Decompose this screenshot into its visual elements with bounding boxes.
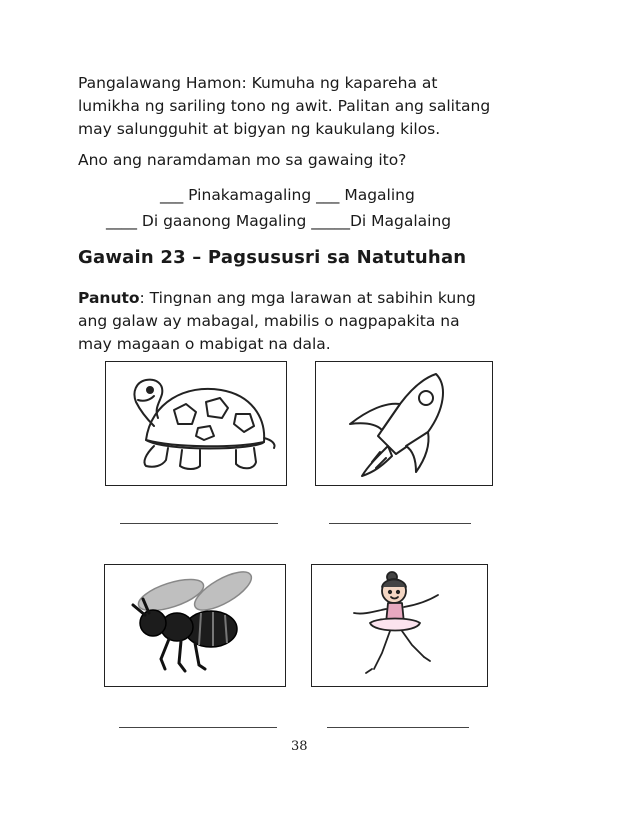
answer-blank-bee[interactable]: [119, 727, 277, 728]
activity-title: Gawain 23 – Pagsususri sa Natutuhan: [78, 247, 467, 268]
instruction-line-3: may magaan o mabigat na dala.: [78, 335, 331, 353]
page-number: 38: [291, 739, 308, 754]
instruction-line-1: [78, 287, 476, 309]
choice-row-2: ____ Di gaanong Magaling _____Di Magalaing: [106, 212, 452, 230]
intro-line-2: lumikha ng sariling tono ng awit. Palitan ang salitang: [78, 97, 491, 115]
answer-blank-ballerina[interactable]: [327, 727, 469, 728]
ballerina-icon: [312, 565, 486, 685]
bee-image-frame: [104, 564, 286, 687]
intro-line-3: may salungguhit at bigyan ng kaukulang kilos.: [78, 120, 441, 138]
rocket-image-frame: [315, 361, 493, 486]
choice-row-1: ___ Pinakamagaling ___ Magaling: [160, 186, 415, 204]
ballerina-image-frame: [311, 564, 488, 687]
rocket-icon: [316, 362, 491, 484]
turtle-image-frame: [105, 361, 287, 486]
feeling-question: Ano ang naramdaman mo sa gawaing ito?: [78, 151, 407, 169]
instruction-label: Panuto: [78, 289, 140, 307]
instruction-line-2: ang galaw ay mabagal, mabilis o nagpapakita na: [78, 312, 460, 330]
answer-blank-turtle[interactable]: [120, 523, 278, 524]
answer-blank-rocket[interactable]: [329, 523, 471, 524]
intro-line-1: Pangalawang Hamon: Kumuha ng kapareha at: [78, 74, 438, 92]
instruction-text: : Tingnan ang mga larawan at sabihin kung: [139, 289, 476, 307]
bee-icon: [105, 565, 284, 685]
turtle-icon: [106, 362, 285, 484]
